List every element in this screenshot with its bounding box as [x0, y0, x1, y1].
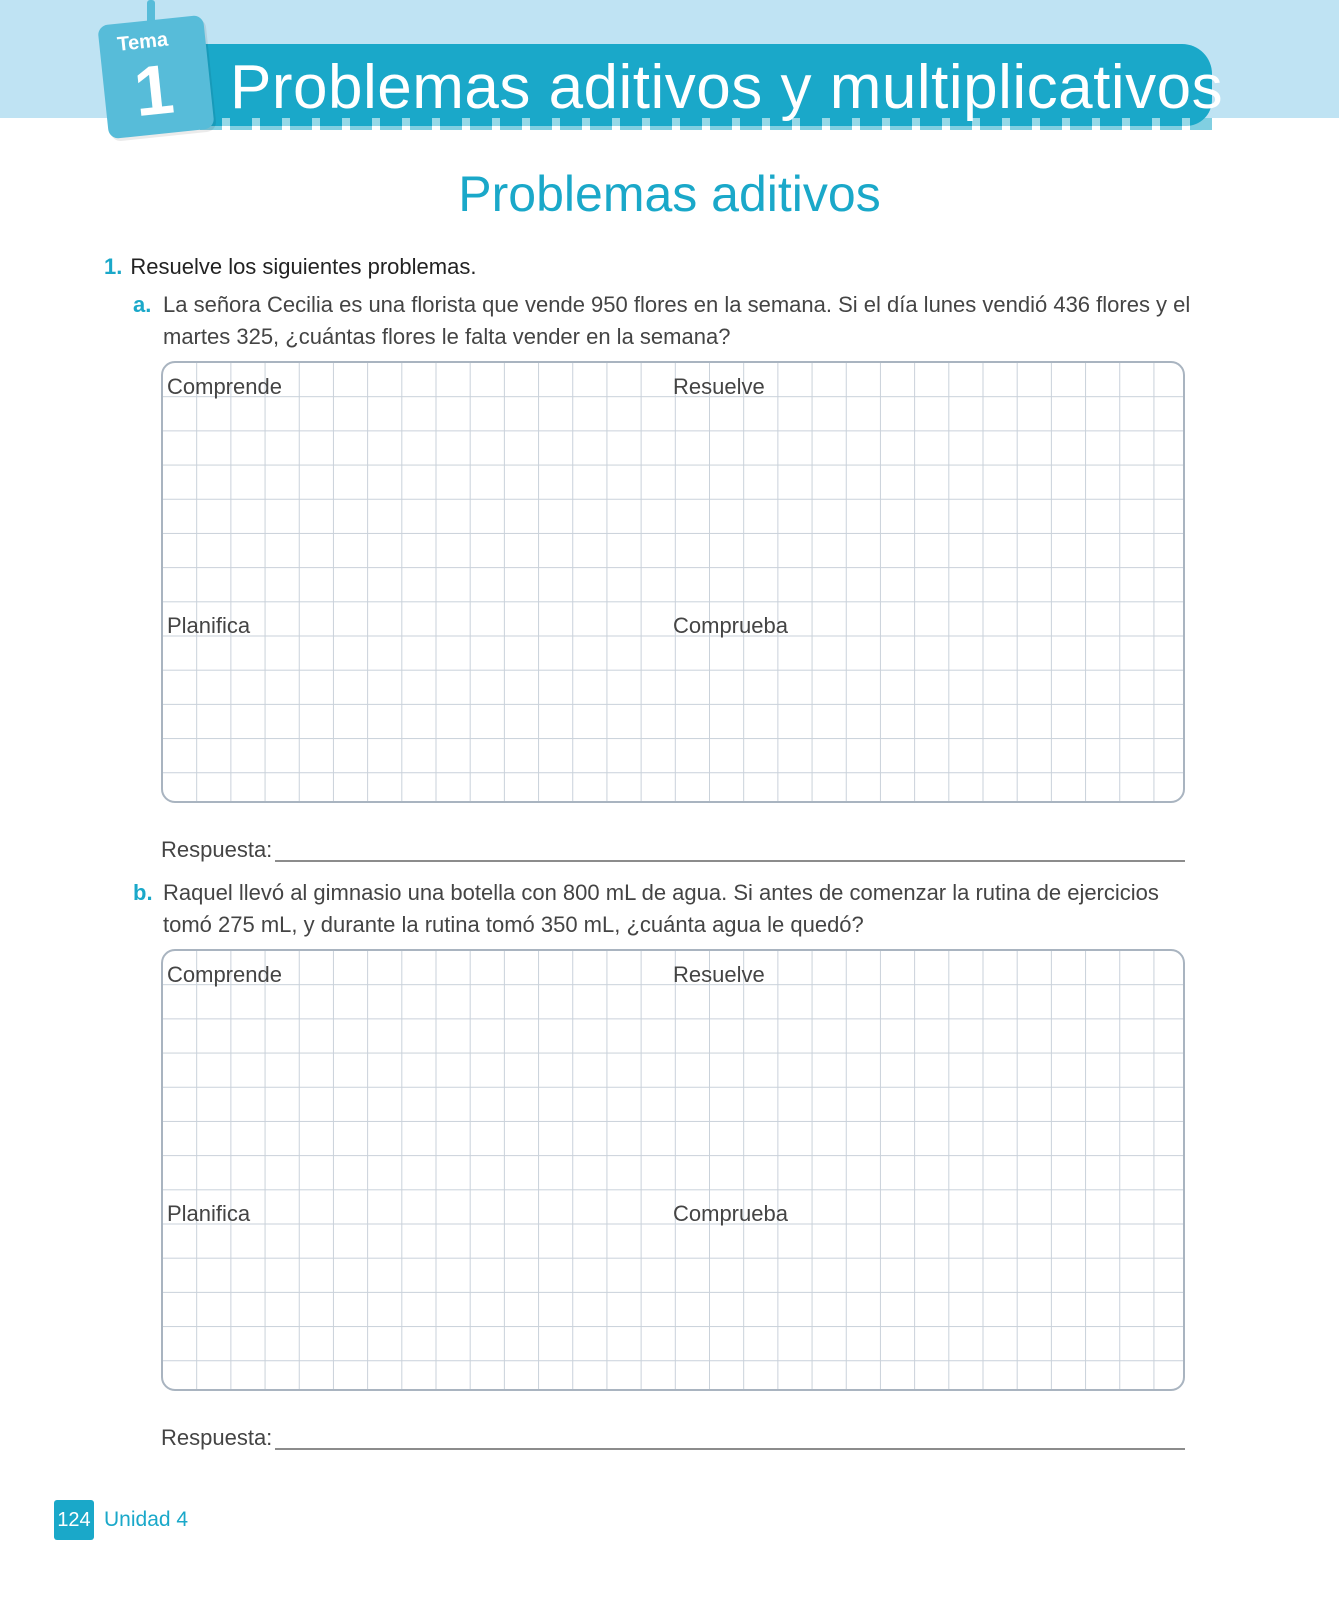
grid-label-resuelve: Resuelve [673, 962, 765, 987]
tema-badge [97, 15, 214, 139]
tema-label: Tema [116, 28, 170, 56]
problem-a [133, 289, 1193, 353]
grid-label-comprende: Comprende [167, 962, 282, 987]
answer-a [161, 834, 1185, 866]
problem-text: Raquel llevó al gimnasio una botella con 800 mL de agua. Si antes de comenzar la rutina de ejercicios tomó 275 mL, y durante la rutina tomó 350 mL, ¿cuánta agua le quedó? [163, 880, 1159, 937]
answer-label: Respuesta: [161, 1425, 273, 1450]
problem-b [133, 877, 1193, 941]
answer-b [161, 1422, 1185, 1454]
section-title: Problemas aditivos [458, 166, 881, 222]
tema-number: 1 [130, 49, 178, 132]
grid-workspace-a[interactable] [161, 361, 1185, 803]
grid-label-planifica: Planifica [167, 613, 251, 638]
exercise-number: 1. [104, 254, 123, 279]
page-number: 124 [54, 1500, 94, 1540]
exercise-instruction [104, 252, 476, 282]
instruction-text: Resuelve los siguientes problemas. [130, 254, 477, 279]
grid-label-comprende: Comprende [167, 374, 282, 399]
grid-label-resuelve: Resuelve [673, 374, 765, 399]
grid-workspace-b[interactable] [161, 949, 1185, 1391]
grid-label-comprueba: Comprueba [673, 1201, 788, 1226]
answer-line[interactable] [275, 1448, 1185, 1450]
answer-line[interactable] [275, 860, 1185, 862]
problem-letter: b. [133, 880, 153, 905]
problem-text: La señora Cecilia es una florista que vende 950 flores en la semana. Si el día lunes vendió 436 flores y el martes 325, ¿cuántas flores le falta vender en la semana? [163, 292, 1191, 349]
problem-letter: a. [133, 292, 152, 317]
page-title: Problemas aditivos y multiplicativos [230, 53, 1224, 122]
grid-label-comprueba: Comprueba [673, 613, 788, 638]
answer-label: Respuesta: [161, 837, 273, 862]
unit-label: Unidad 4 [104, 1508, 189, 1531]
grid-label-planifica: Planifica [167, 1201, 251, 1226]
